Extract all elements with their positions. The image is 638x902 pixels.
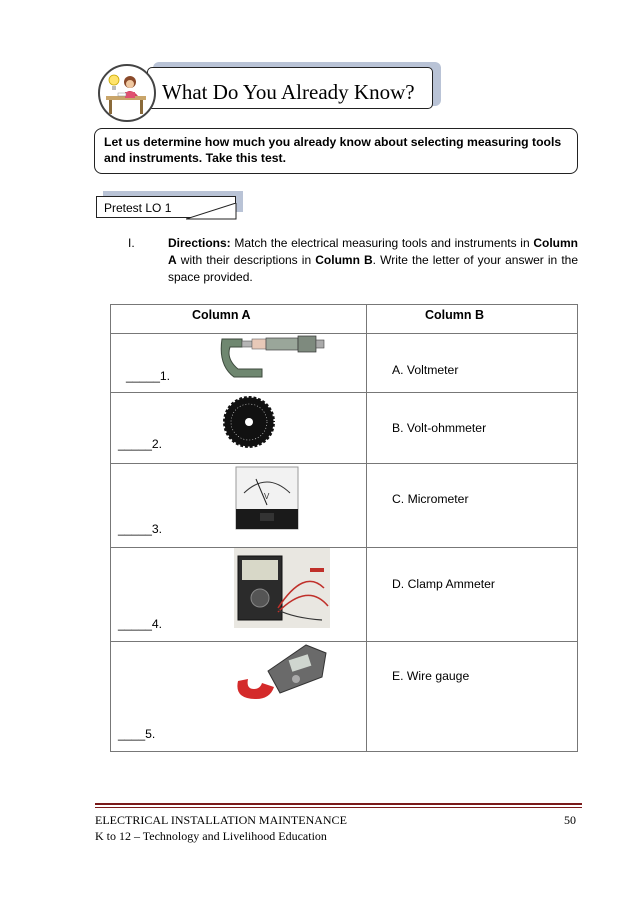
choice-d: D. Clamp Ammeter <box>392 577 495 591</box>
footer-rule <box>95 803 582 805</box>
intro-line-2: and instruments. Take this test. <box>104 151 286 165</box>
answer-blank-4[interactable]: _____4. <box>118 617 163 631</box>
answer-blank-2[interactable]: _____2. <box>118 437 163 451</box>
micrometer-icon <box>214 335 326 379</box>
choice-c: C. Micrometer <box>392 492 469 506</box>
choice-e: E. Wire gauge <box>392 669 470 683</box>
intro-line-1: Let us determine how much you already know about selecting measuring tools <box>104 135 562 149</box>
header-column-b: Column B <box>425 308 485 322</box>
clamp-ammeter-icon <box>234 643 328 701</box>
wire-gauge-icon <box>219 393 281 451</box>
footer-rule <box>95 807 582 808</box>
footer-course: ELECTRICAL INSTALLATION MAINTENANCE <box>95 813 347 827</box>
row-divider <box>110 392 578 393</box>
answer-blank-5[interactable]: ____5. <box>118 727 156 741</box>
row-divider <box>110 463 578 464</box>
row-divider <box>110 333 578 334</box>
intro-box <box>94 128 578 174</box>
matching-table <box>110 304 578 752</box>
choice-a: A. Voltmeter <box>392 363 459 377</box>
pretest-fold-icon <box>186 203 238 220</box>
directions-number: I. <box>128 236 135 250</box>
answer-blank-1[interactable]: _____1. <box>126 369 171 383</box>
pretest-label: Pretest LO 1 <box>96 196 236 218</box>
directions-text: Directions: Match the electrical measuring tools and instruments in Column A with their descriptions in Column B. Write the letter of your answer in the space provided. <box>168 236 578 284</box>
voltmeter-icon <box>234 465 300 531</box>
row-divider <box>110 641 578 642</box>
header-column-a: Column A <box>192 308 251 322</box>
table-divider <box>366 304 367 752</box>
footer-program: K to 12 – Technology and Livelihood Education <box>95 829 327 843</box>
directions-label: Directions: <box>168 236 231 250</box>
row-divider <box>110 547 578 548</box>
volt-ohmmeter-icon <box>234 548 330 628</box>
choice-b: B. Volt-ohmmeter <box>392 421 487 435</box>
page-number: 50 <box>564 813 576 827</box>
mascot-icon <box>98 64 156 122</box>
page-title: What Do You Already Know? <box>162 80 415 104</box>
answer-blank-3[interactable]: _____3. <box>118 522 163 536</box>
svg-text:V: V <box>264 492 270 501</box>
